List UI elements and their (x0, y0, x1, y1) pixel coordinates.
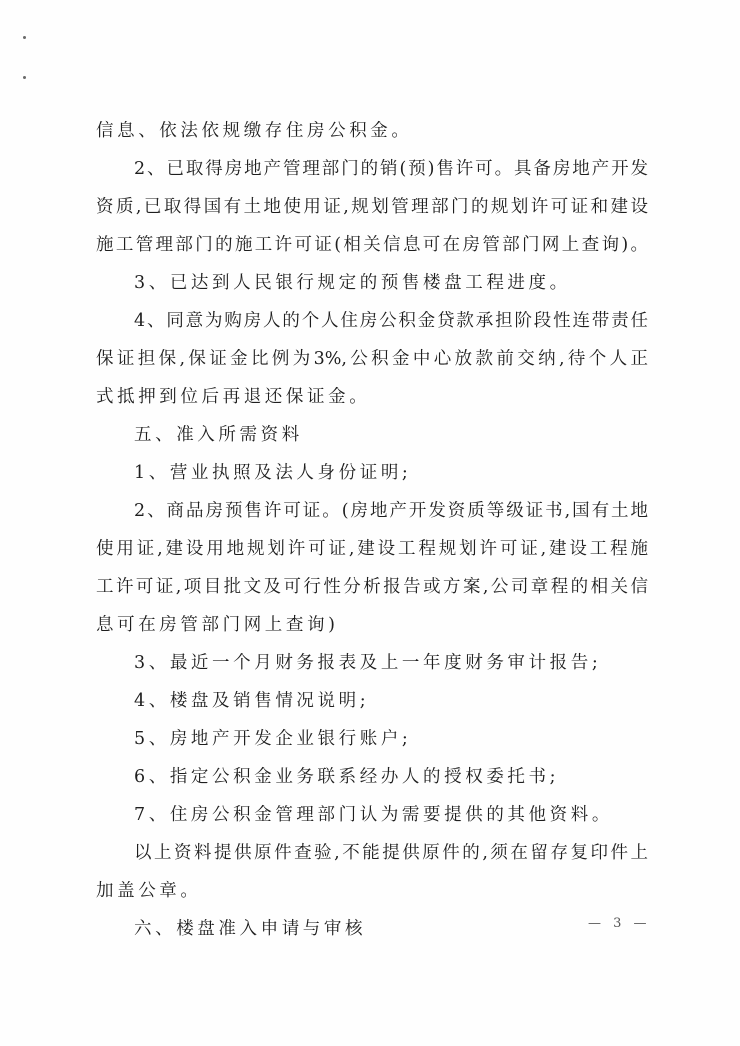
list-item: 5、房地产开发企业银行账户; (134, 729, 412, 749)
binding-hole-mark (23, 36, 26, 39)
paragraph-line: 信息、依法依规缴存住房公积金。 (96, 121, 413, 141)
list-item: 3、最近一个月财务报表及上一年度财务审计报告; (134, 653, 602, 673)
list-item: 1、营业执照及法人身份证明; (134, 463, 412, 483)
paragraph-line: 4、同意为购房人的个人住房公积金贷款承担阶段性连带责任 (134, 311, 648, 331)
binding-hole-mark (23, 76, 26, 79)
paragraph-line: 施工管理部门的施工许可证(相关信息可在房管部门网上查询)。 (96, 235, 648, 255)
paragraph-line: 2、已取得房地产管理部门的销(预)售许可。具备房地产开发 (134, 159, 648, 179)
section-heading: 六、楼盘准入申请与审核 (134, 919, 367, 939)
list-item: 4、楼盘及销售情况说明; (134, 691, 370, 711)
paragraph-line: 资质,已取得国有土地使用证,规划管理部门的规划许可证和建设 (96, 197, 648, 217)
paragraph-line: 式抵押到位后再退还保证金。 (96, 387, 371, 407)
paragraph-line: 息可在房管部门网上查询) (96, 615, 339, 635)
document-body (96, 112, 648, 948)
paragraph-line: 以上资料提供原件查验,不能提供原件的,须在留存复印件上 (134, 843, 648, 863)
paragraph-line: 3、已达到人民银行规定的预售楼盘工程进度。 (134, 273, 571, 293)
paragraph-line: 加盖公章。 (96, 881, 202, 901)
list-item: 6、指定公积金业务联系经办人的授权委托书; (134, 767, 560, 787)
paragraph-line: 保证担保,保证金比例为3%,公积金中心放款前交纳,待个人正 (96, 349, 648, 369)
list-item: 7、住房公积金管理部门认为需要提供的其他资料。 (134, 805, 613, 825)
section-heading: 五、准入所需资料 (134, 425, 303, 445)
paragraph-line: 使用证,建设用地规划许可证,建设工程规划许可证,建设工程施 (96, 539, 648, 559)
list-item: 2、商品房预售许可证。(房地产开发资质等级证书,国有土地 (134, 501, 648, 521)
paragraph-line: 工许可证,项目批文及可行性分析报告或方案,公司章程的相关信 (96, 577, 648, 597)
page-number: — 3 — (588, 916, 651, 931)
